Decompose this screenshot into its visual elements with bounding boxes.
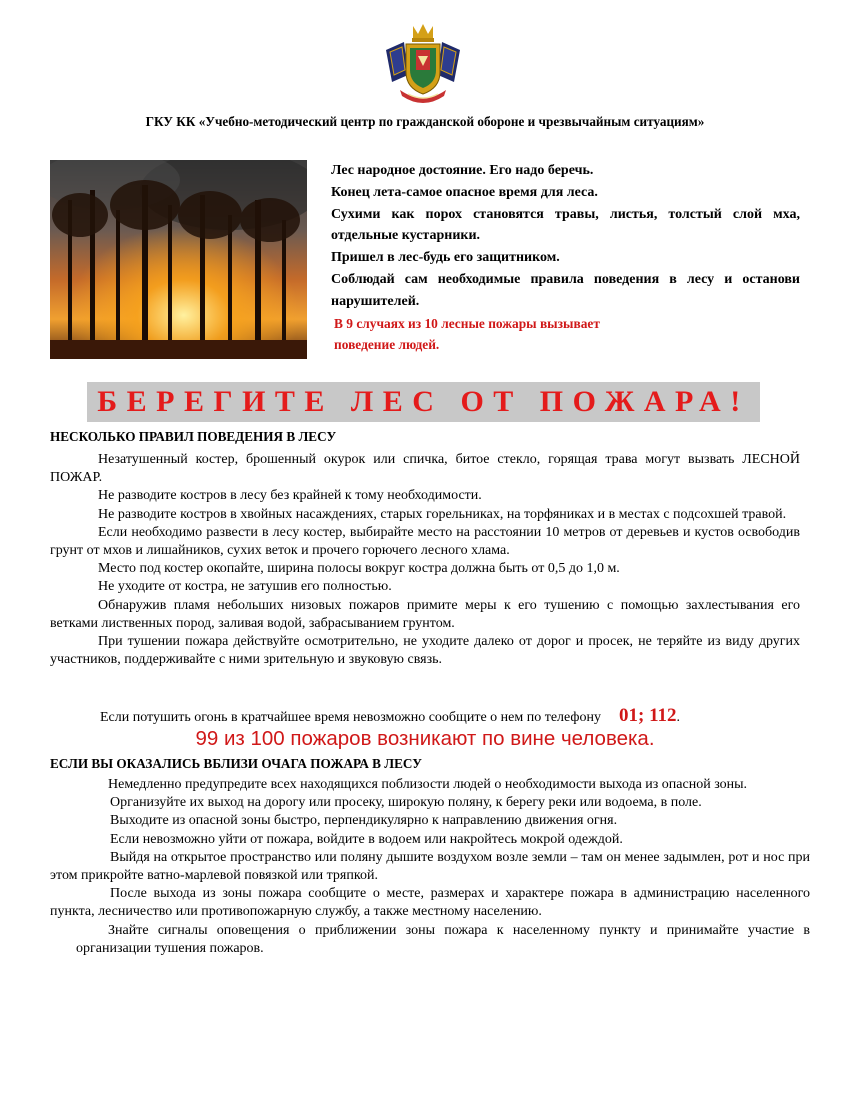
phone-text: Если потушить огонь в кратчайшее время невозможно сообщите о нем по телефону [100, 710, 601, 725]
phone-number: 01; 112 [619, 705, 677, 726]
coat-of-arms-icon [378, 20, 468, 108]
slogan-banner: БЕРЕГИТЕ ЛЕС ОТ ПОЖАРА! [87, 382, 760, 422]
warning-line: поведение людей. [334, 337, 440, 353]
rules-heading: НЕСКОЛЬКО ПРАВИЛ ПОВЕДЕНИЯ В ЛЕСУ [50, 429, 337, 444]
phone-end: . [676, 710, 681, 725]
near-fire-paragraph: Если невозможно уйти от пожара, войдите в водоем или накройтесь мокрой одеждой. [110, 831, 623, 847]
statistic-line: 99 из 100 пожаров возникают по вине человека. [195, 727, 655, 750]
near-fire-list [50, 776, 810, 958]
intro-line: Пришел в лес-будь его защитником. [331, 250, 560, 266]
near-fire-paragraph: Немедленно предупредите всех находящихся поблизости людей о необходимости выхода из опасной зоны. [108, 777, 748, 792]
intro-text [331, 160, 800, 356]
warning-line: В 9 случаях из 10 лесные пожары вызывает [334, 315, 600, 331]
near-fire-paragraph: Выйдя на открытое пространство или поляну дышите воздухом возле земли – там он менее задымлен, рот и нос при этом прикройте ватно-марлевой повязкой или тряпкой. [50, 849, 810, 884]
near-fire-paragraph: Выходите из опасной зоны быстро, перпендикулярно к направлению движения огня. [110, 813, 618, 829]
near-fire-paragraph: После выхода из зоны пожара сообщите о месте, размерах и характере пожара в администрацию населенного пункта, лесничество или противопожарную службу, а также местному населению. [50, 886, 810, 920]
rule-paragraph: Место под костер окопайте, ширина полосы вокруг костра должна быть от 0,5 до 1,0 м. [98, 561, 620, 577]
intro-line: Лес народное достояние. Его надо беречь. [331, 163, 594, 178]
intro-line: Соблюдай сам необходимые правила поведения в лесу и останови нарушителей. [331, 271, 800, 309]
near-fire-paragraph: Организуйте их выход на дорогу или просеку, широкую поляну, к берегу реки или водоема, в поле. [110, 795, 702, 811]
rule-paragraph: Не разводите костров в хвойных насаждениях, старых горельниках, на торфяниках и в местах с подсохшей травой. [98, 506, 787, 522]
organization-title: ГКУ КК «Учебно-методический центр по гражданской обороне и чрезвычайным ситуациям» [145, 114, 705, 129]
rule-paragraph: Обнаружив пламя небольших низовых пожаров примите меры к его тушению с помощью захлестывания его ветками лиственных пород, заливая водой, забрасыванием грунтом. [50, 597, 800, 631]
rules-list [50, 451, 800, 669]
near-fire-paragraph: Знайте сигналы оповещения о приближении зоны пожара к населенному пункту и принимайте участие в организации тушения пожаров. [76, 922, 810, 956]
near-fire-heading: ЕСЛИ ВЫ ОКАЗАЛИСЬ ВБЛИЗИ ОЧАГА ПОЖАРА В ЛЕСУ [50, 756, 422, 771]
forest-fire-photo [50, 160, 307, 359]
rule-paragraph: Не разводите костров в лесу без крайней к тому необходимости. [98, 488, 482, 504]
rule-paragraph: Если необходимо развести в лесу костер, выбирайте место на расстоянии 10 метров от деревьев и кустов освободив грунт от мхов и лишайников, сухих веток и прочего горючего лесного хлама. [50, 524, 800, 559]
rule-paragraph: При тушении пожара действуйте осмотрительно, не уходите далеко от дорог и просек, не теряйте из виду других участников, поддерживайте с ними зрительную и звуковую связь. [50, 634, 800, 668]
rule-paragraph: Незатушенный костер, брошенный окурок или спичка, битое стекло, горящая трава могут вызвать ЛЕСНОЙ ПОЖАР. [50, 452, 800, 486]
phone-line [100, 705, 800, 727]
rule-paragraph: Не уходите от костра, не затушив его полностью. [98, 579, 392, 595]
intro-line: Конец лета-самое опасное время для леса. [331, 184, 598, 200]
intro-line: Сухими как порох становятся травы, листья, толстый слой мха, отдельные кустарники. [331, 206, 800, 244]
